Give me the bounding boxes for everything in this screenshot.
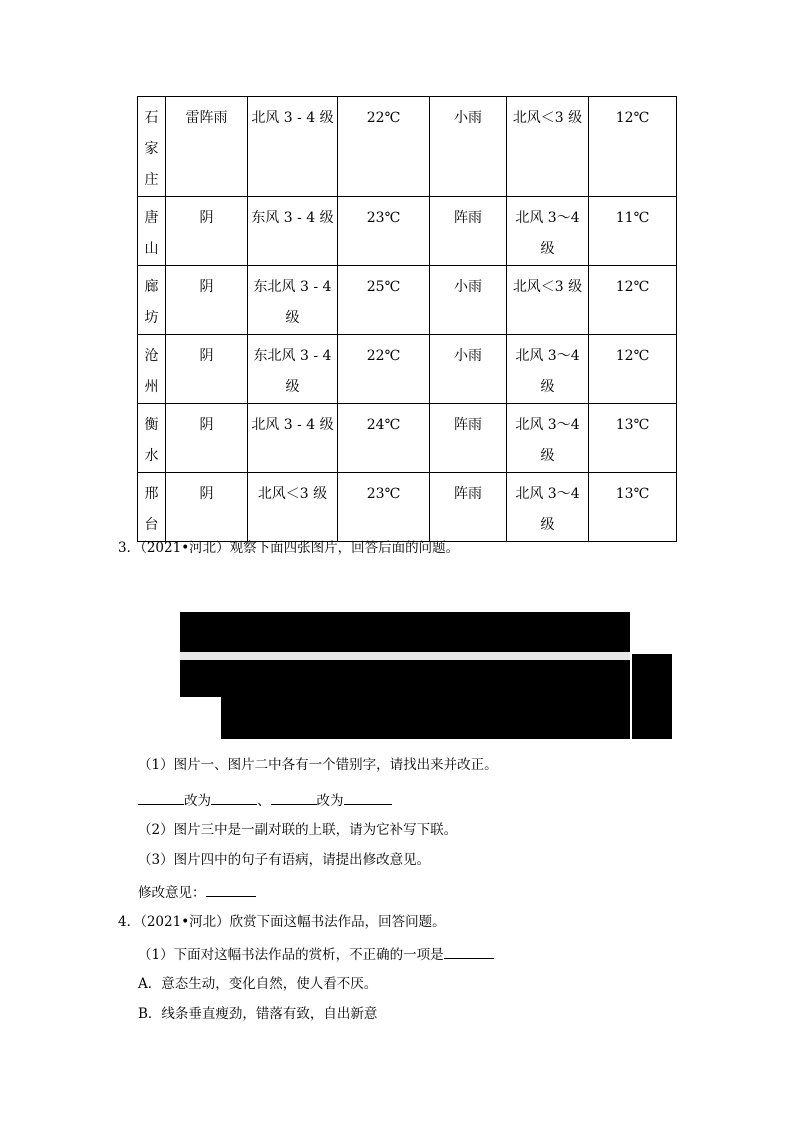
wind-night-cell	[507, 335, 589, 404]
wind-text-cont: 级	[285, 379, 300, 395]
city-char: 邢	[144, 486, 159, 502]
cell-text: 小雨	[454, 348, 482, 364]
city-char: 台	[144, 517, 159, 533]
wind-text: 东北风 3 - 4	[253, 279, 332, 295]
table-row	[138, 335, 677, 404]
cell-text: 阴	[199, 279, 214, 295]
weather-night-cell	[430, 335, 507, 404]
cell-text: 23℃	[366, 210, 401, 226]
cell-text: 12℃	[615, 110, 650, 126]
separator: 、	[257, 793, 271, 809]
city-cell	[138, 266, 166, 335]
cell-text: 阵雨	[454, 417, 482, 433]
weather-night-cell	[430, 404, 507, 473]
question-4-sub-1	[138, 944, 494, 965]
temp-high-cell	[338, 97, 430, 197]
temp-low-cell	[589, 197, 677, 266]
weather-day-cell	[166, 404, 248, 473]
city-cell	[138, 404, 166, 473]
city-char: 石	[144, 110, 159, 126]
city-cell	[138, 197, 166, 266]
weather-night-cell	[430, 197, 507, 266]
picture-top-band	[180, 612, 630, 652]
temp-high-cell	[338, 266, 430, 335]
cell-text: 13℃	[615, 486, 650, 502]
cell-text: 阴	[199, 210, 214, 226]
cell-text: 小雨	[454, 279, 482, 295]
city-cell	[138, 97, 166, 197]
table-row	[138, 197, 677, 266]
weather-table	[137, 96, 677, 542]
temp-high-cell	[338, 473, 430, 542]
cell-text: 小雨	[454, 110, 482, 126]
cell-text: 北风 3～4 级	[515, 210, 580, 257]
question-4-title: 4．（2021•河北）欣赏下面这幅书法作品，回答问题。	[118, 914, 446, 930]
weather-night-cell	[430, 97, 507, 197]
temp-low-cell	[589, 266, 677, 335]
cell-text: 北风 3～4 级	[515, 348, 580, 395]
question-3-sub-1: （1）图片一、图片二中各有一个错别字，请找出来并改正。	[138, 757, 498, 773]
cell-text: 阵雨	[454, 210, 482, 226]
answer-blank[interactable]	[138, 790, 184, 805]
temp-low-cell	[589, 335, 677, 404]
wind-text: 北风 3 - 4 级	[251, 110, 334, 126]
option-b: B．线条垂直瘦劲，错落有致，自出新意	[138, 1006, 378, 1022]
city-cell	[138, 473, 166, 542]
temp-high-cell	[338, 335, 430, 404]
wind-night-cell	[507, 473, 589, 542]
change-to-label: 改为	[184, 793, 211, 809]
city-char: 唐	[144, 210, 159, 226]
question-3-sub-2: （2）图片三中是一副对联的上联，请为它补写下联。	[138, 822, 458, 838]
temp-low-cell	[589, 473, 677, 542]
city-char: 衡	[144, 417, 159, 433]
advice-label: 修改意见：	[138, 885, 206, 901]
cell-text: 23℃	[366, 486, 401, 502]
wind-day-cell	[248, 404, 338, 473]
cell-text: 22℃	[366, 348, 401, 364]
picture-right-block	[632, 654, 672, 739]
picture-bottom-band	[221, 697, 630, 739]
question-3-advice	[138, 882, 256, 903]
weather-day-cell	[166, 197, 248, 266]
cell-text: 阴	[199, 417, 214, 433]
cell-text: 北风 3～4 级	[515, 486, 580, 533]
temp-high-cell	[338, 404, 430, 473]
cell-text: 25℃	[366, 279, 401, 295]
wind-night-cell	[507, 404, 589, 473]
wind-text: 北风 3 - 4 级	[251, 417, 334, 433]
wind-night-cell	[507, 197, 589, 266]
city-char: 家	[144, 141, 159, 157]
answer-blank[interactable]	[271, 790, 317, 805]
change-to-label: 改为	[316, 793, 344, 809]
wind-day-cell	[248, 473, 338, 542]
weather-night-cell	[430, 473, 507, 542]
cell-text: 11℃	[615, 210, 650, 226]
cell-text: 13℃	[615, 417, 650, 433]
wind-text: 东北风 3 - 4	[253, 348, 332, 364]
weather-day-cell	[166, 335, 248, 404]
weather-day-cell	[166, 473, 248, 542]
city-char: 廊	[144, 279, 159, 295]
cell-text: 12℃	[615, 279, 650, 295]
table-row	[138, 97, 677, 197]
table-row	[138, 473, 677, 542]
city-char: 水	[144, 448, 159, 464]
city-char: 沧	[144, 348, 159, 364]
city-char: 州	[144, 379, 159, 395]
question-3-blank-line	[138, 790, 392, 811]
cell-text: 北风＜3 级	[512, 110, 583, 126]
cell-text: 24℃	[366, 417, 401, 433]
question-4-sub-1-text: （1）下面对这幅书法作品的赏析，不正确的一项是	[138, 947, 444, 963]
answer-blank[interactable]	[344, 790, 392, 805]
cell-text: 12℃	[615, 348, 650, 364]
picture-lower-band	[180, 660, 630, 697]
weather-table-body	[138, 97, 677, 542]
cell-text: 北风＜3 级	[512, 279, 583, 295]
option-a: A．意态生动，变化自然，使人看不厌。	[138, 976, 378, 992]
temp-high-cell	[338, 197, 430, 266]
weather-night-cell	[430, 266, 507, 335]
wind-day-cell	[248, 197, 338, 266]
wind-text-cont: 级	[285, 310, 300, 326]
city-cell	[138, 335, 166, 404]
cell-text: 阴	[199, 348, 214, 364]
temp-low-cell	[589, 404, 677, 473]
question-3-sub-3: （3）图片四中的句子有语病，请提出修改意见。	[138, 852, 431, 868]
cell-text: 雷阵雨	[185, 110, 228, 126]
city-char: 庄	[144, 172, 159, 188]
wind-night-cell	[507, 266, 589, 335]
wind-day-cell	[248, 97, 338, 197]
cell-text: 北风 3～4 级	[515, 417, 580, 464]
table-row	[138, 266, 677, 335]
weather-day-cell	[166, 266, 248, 335]
wind-text: 东风 3 - 4 级	[251, 210, 334, 226]
temp-low-cell	[589, 97, 677, 197]
answer-blank[interactable]	[444, 944, 494, 959]
wind-text: 北风＜3 级	[257, 486, 328, 502]
answer-blank[interactable]	[206, 882, 256, 897]
question-3-title: 3．（2021•河北）观察下面四张图片，回答后面的问题。	[118, 540, 460, 556]
wind-night-cell	[507, 97, 589, 197]
city-char: 坊	[144, 310, 159, 326]
wind-day-cell	[248, 335, 338, 404]
wind-day-cell	[248, 266, 338, 335]
cell-text: 22℃	[366, 110, 401, 126]
weather-day-cell	[166, 97, 248, 197]
cell-text: 阴	[199, 486, 214, 502]
cell-text: 阵雨	[454, 486, 482, 502]
answer-blank[interactable]	[211, 790, 257, 805]
picture-middle-strip	[180, 652, 630, 660]
city-char: 山	[144, 241, 159, 257]
table-row	[138, 404, 677, 473]
